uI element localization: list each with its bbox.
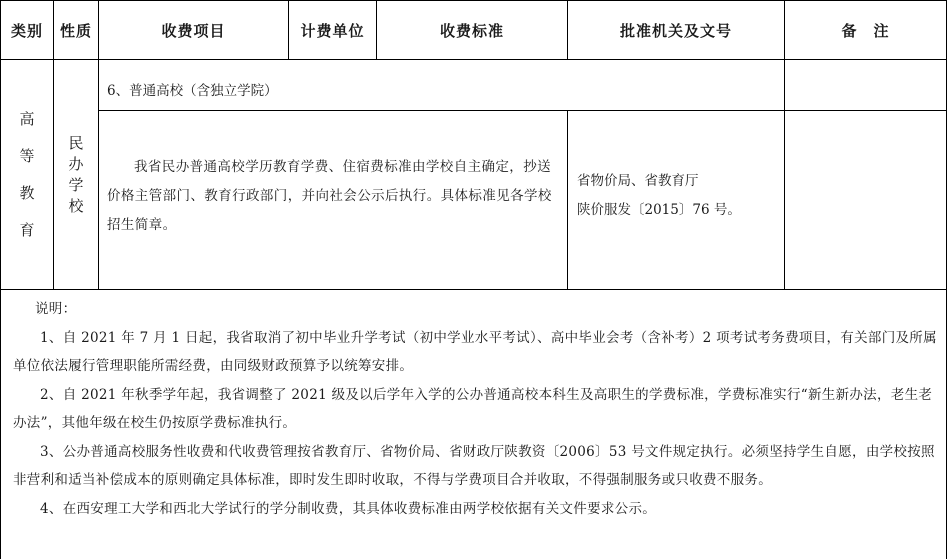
category-cell [0,59,54,290]
category-char: 教 [19,183,35,202]
header-standard-label: 收费标准 [439,21,504,40]
nature-cell [53,59,99,290]
header-standard [376,0,568,60]
notes-section [0,289,947,559]
header-category-label: 类别 [10,21,43,40]
approval-authority: 省物价局、省教育厅 [577,173,699,189]
header-remarks-label: 备 注 [841,21,890,40]
nature-char: 民 [68,133,84,152]
school-title: 6、普通高校（含独立学院） [107,83,278,99]
header-unit [288,0,377,60]
category-char: 育 [19,220,35,239]
header-category [0,0,54,60]
category-char: 等 [19,146,35,165]
header-approval [567,0,785,60]
approval-document-number: 陕价服发〔2015〕76 号。 [577,202,741,218]
category-char: 高 [19,109,35,128]
policy-description: 我省民办普通高校学历教育学费、住宿费标准由学校自主确定，抄送价格主管部门、教育行政部门，并向社会公示后执行。具体标准见各学校招生简章。 [107,159,552,233]
header-approval-label: 批准机关及文号 [619,21,732,40]
note-item: 2、自 2021 年秋季学年起，我省调整了 2021 级及以后学年入学的公办普通高校本科生及高职生的学费标准，学费标准实行“新生新办法，老生老办法”，其他年级在校生仍按原学费标准执行。 [13,386,933,431]
school-title-cell [98,59,785,111]
nature-char: 学 [68,175,84,194]
remarks-cell-top [784,59,947,111]
header-unit-label: 计费单位 [300,21,365,40]
header-item-label: 收费项目 [161,21,226,40]
header-remarks [784,0,947,60]
header-item [98,0,289,60]
note-item: 3、公办普通高校服务性收费和代收费管理按省教育厅、省物价局、省财政厅陕教资〔2006〕53 号文件规定执行。必须坚持学生自愿，由学校按照非营利和适当补偿成本的原则确定具体标准，即时发生即时收取，不得与学费项目合并收取，不得强制服务或只收费不服务。 [13,443,935,488]
nature-char: 校 [68,196,84,215]
approval-cell [567,110,785,290]
nature-char: 办 [68,154,84,173]
header-nature-label: 性质 [59,21,92,40]
note-item: 4、在西安理工大学和西北大学试行的学分制收费，其具体收费标准由两学校依据有关文件要求公示。 [40,500,657,517]
header-nature [53,0,99,60]
policy-description-cell [98,110,568,290]
note-item: 1、自 2021 年 7 月 1 日起，我省取消了初中毕业升学考试（初中学业水平考试）、高中毕业会考（含补考）2 项考试考务费项目，有关部门及所属单位依法履行管理职能所需经费，由同级财政预算予以统筹安排。 [13,329,937,374]
remarks-cell [784,110,947,290]
notes-heading: 说明： [35,301,77,317]
